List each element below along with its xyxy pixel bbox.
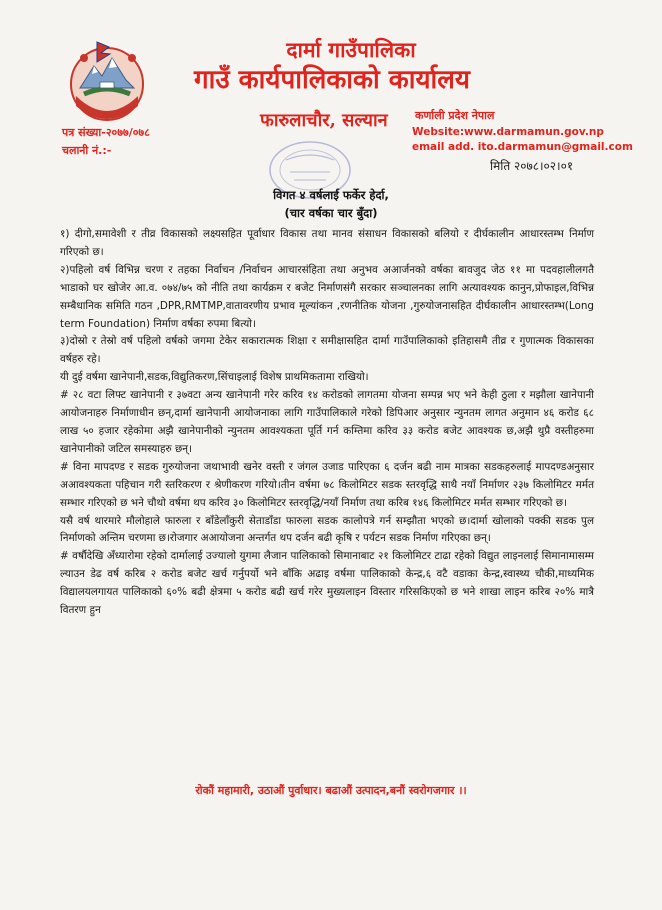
paragraph: १) दीगो,समावेशी र तीव्र विकासको लक्ष्यसहित पूर्वाधार विकास तथा मानव संसाधन विकासको बलियो र दीर्घकालीन आधारस्तम्भ निर्माण गरिएको छ। [60,228,594,258]
dispatch-number: चलानी नं.:- [62,144,112,157]
footer-slogan: रोकौं महामारी, उठाऔं पुर्वाधार। बढाऔं उत्पादन,बनौं स्वरोगजगार ।। [195,784,467,797]
letter-heading: विगत ४ वर्षलाई फर्केर हेर्दा, [273,188,389,202]
letter-number: पत्र संख्या-२०७७/०७८ [62,126,150,139]
paragraph: यसै वर्ष थारमारे मौलोहाले फारुला र बाँडेलाँकुरी सेताडाँडा फारुला सडक कालोपत्रे गर्न सम्झौता भएको छ।दार्मा खोलाको पक्की सडक पुल निर्माणको अन्तिम चरणमा छ।रोजगार अआयोजना अन्तर्गत थप दर्जन बढी कृषि र पर्यटन सडक निर्माण गरिएका छन्। [60,514,594,545]
paragraph: # २८ वटा लिफ्ट खानेपानी र ३७वटा अन्य खानेपानी गरेर करिव १४ करोडको लागतमा योजना सम्पन्न भए भने केही ठुला र मझौला खानेपानी आयोजनाहरु निर्माणाधीन छन्,दार्मा खानेपानी आयोजनाका लागि गाउँपालिकाले गरेको डिपिआर अनुसार न्युनतम लागत अनुमान ४६ करोड ६८ लाख ५० हजार रहेकोमा अझै खानेपानीको न्युनतम आवश्यकता पूर्ति गर्न कम्तिमा करिव ३३ करोड बजेट आवश्यक छ,अझै थुप्रै वस्तीहरुमा खानेपानीको जटिल समस्याहरु छन्। [60,389,594,455]
website-link[interactable]: Website:www.darmamun.gov.np [412,126,604,138]
province-name: कर्णाली प्रदेश नेपाल [415,109,495,122]
office-location: फारुलाचौर, सल्यान [260,110,388,131]
letter-body [60,226,594,620]
paragraph: २)पहिलो वर्ष विभिन्न चरण र तहका निर्वाचन /निर्वाचन आचारसंहिता तथा अनुभव अआर्जनको वर्षका बावजुद जेठ ११ मा पदवहालीलगतै भाडाको घर खोजेर आ.व. ०७४/७५ को नीति तथा कार्यक्रम र बजेट निर्माणसंगै सरकार सञ्चालनका लागि अत्यावश्यक कानुन,प्रोफाइल,विभिन्न सम्बैधानिक समिति गठन ,DPR,RMTMP,वातावरणीय प्रभाव मूल्यांकन ,रणनीतिक योजना ,गुरुयोजनासहित दीर्घकालीन आधारस्तम्भ(Long term Foundation) निर्माण वर्षका रुपमा बित्यो। [60,263,594,330]
paragraph: यी दुई वर्षमा खानेपानी,सडक,विद्युतिकरण,सिंचाइलाई विशेष प्राथमिकतामा राखियो। [60,371,369,384]
office-name: गाउँ कार्यपालिकाको कार्यालय [194,65,470,95]
letter-date: मिति २०७८।०२।०१ [490,159,574,173]
email-address[interactable]: email add. ito.darmamun@gmail.com [412,141,633,153]
paragraph: ३)दोस्रो र तेस्रो वर्ष पहिलो वर्षको जगमा टेकेर सकारात्मक शिक्षा र समीक्षासहित दार्मा गाउँपालिकाको इतिहासमै तीव्र र गुणात्मक विकासका वर्षहरु रहे। [60,335,594,366]
letter-subheading: (चार वर्षका चार बुँदा) [284,206,378,220]
paragraph: # वर्षौदेखि अँध्यारोमा रहेको दार्मालाई उज्यालो युगमा लैजान पालिकाको सिमानाबाट २१ किलोमिटर टाढा रहेको विद्युत लाइनलाई सिमानामासम्म ल्याउन डेढ वर्ष करिब २ करोड बजेट खर्च गर्नुपर्यो भने बाँकि अढाइ वर्षमा पालिकाको केन्द्र,६ वटै वडाका केन्द्र,स्वास्थ्य चौकी,माध्यमिक विद्यालयलगायत पालिकाको ६०% बढी क्षेत्रमा ५ करोड बढी खर्च गरेर मुख्यलाइन विस्तार गरिसकिएको छ भने शाखा लाइन करिब २०% मात्रै वितरण हुन [60,550,594,617]
paragraph: # विना मापदण्ड र सडक गुरुयोजना जथाभावी खनेर वस्ती र जंगल उजाड पारिएका ६ दर्जन बढी नाम मात्रका सडकहरुलाई मापदण्डअनुसार अआवश्यकता पहिचान गरी स्तरिकरण र श्रेणीकरण गरियो।तीन वर्षमा ७८ किलोमिटर सडक स्तरवृद्धि साथै नयाँ निर्माणर २३७ किलोमिटर मर्मत सम्भार गरिएको छ भने चौथो वर्षमा थप करिव ३० किलोमिटर स्तरवृद्धि/नयाँ निर्माण तथा करिब १४६ किलोमिटर मर्मत सम्भार गरिएको छ। [60,460,594,509]
municipality-name: दार्मा गाउँपालिका [286,37,416,62]
